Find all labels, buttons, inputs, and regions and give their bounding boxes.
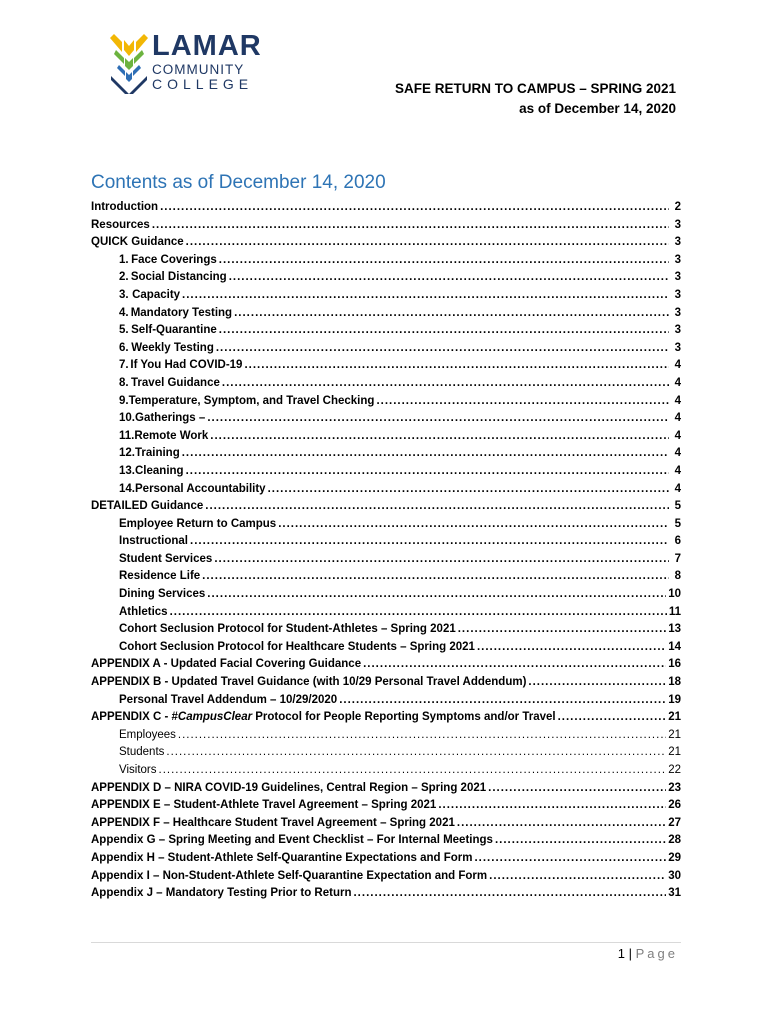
toc-entry-page: 3 [674,341,681,354]
toc-dot-leader [458,621,666,639]
toc-entry-page: 18 [668,676,681,689]
document-title: SAFE RETURN TO CAMPUS – SPRING 2021 [394,81,676,96]
toc-entry-page: 31 [668,887,681,900]
toc-entry-page: 3 [674,306,681,319]
toc-entry[interactable] [91,305,681,323]
toc-entry-title: APPENDIX C - #CampusClear Protocol for People Reporting Symptoms and/or Travel [91,711,556,724]
toc-entry-page: 4 [674,482,681,495]
toc-entry-page: 4 [674,429,681,442]
toc-dot-leader [268,481,669,499]
toc-entry[interactable] [91,269,681,287]
toc-entry-title: Appendix I – Non-Student-Athlete Self-Quarantine Expectation and Form [91,869,488,882]
toc-dot-leader [495,832,666,850]
toc-entry-page: 3 [674,324,681,337]
toc-entry-number: 5. [119,324,129,337]
toc-dot-leader [376,393,669,411]
toc-entry-page: 8 [674,570,681,583]
toc-entry-title: Athletics [119,605,168,618]
toc-entry[interactable] [91,551,681,569]
toc-dot-leader [528,674,666,692]
toc-entry-page: 19 [668,693,681,706]
toc-entry-title: Temperature, Symptom, and Travel Checking [128,394,375,407]
toc-entry-page: 13 [668,623,681,636]
toc-dot-leader [214,551,669,569]
toc-entry-page: 3 [674,288,681,301]
toc-dot-leader [152,217,669,235]
toc-dot-leader [457,815,666,833]
toc-entry-page: 22 [668,764,681,776]
toc-dot-leader [186,463,669,481]
toc-entry[interactable] [91,322,681,340]
toc-entry-page: 4 [674,394,681,407]
toc-entry-title: Employees [119,728,176,741]
toc-entry[interactable] [91,744,681,762]
toc-entry-title: Student Services [119,552,213,565]
toc-entry-number: 6. [119,341,129,354]
toc-dot-leader [219,252,669,270]
toc-entry-page: 7 [674,552,681,565]
toc-entry[interactable] [91,797,681,815]
toc-entry-title: APPENDIX A - Updated Facial Covering Guidance [91,658,362,671]
toc-entry-title: DETAILED Guidance [91,500,204,513]
toc-entry-number: 3. [119,288,129,301]
toc-entry[interactable] [91,463,681,481]
toc-entry-page: 30 [668,869,681,882]
logo-chevron-icon [108,34,150,94]
toc-dot-leader [166,744,666,762]
toc-entry-title: Appendix H – Student-Athlete Self-Quarantine Expectations and Form [91,851,473,864]
toc-entry[interactable] [91,234,681,252]
toc-entry-page: 11 [668,605,681,618]
toc-entry[interactable] [91,568,681,586]
toc-entry-title: Instructional [119,535,189,548]
toc-dot-leader [186,234,669,252]
footer-page-number: 1 [617,946,625,961]
toc-entry-title: APPENDIX F – Healthcare Student Travel Agreement – Spring 2021 [91,816,455,829]
toc-entry-title: Travel Guidance [131,376,220,389]
toc-entry[interactable] [91,832,681,850]
toc-entry-page: 3 [674,218,681,231]
toc-dot-leader [474,850,666,868]
college-logo [108,32,268,98]
toc-entry[interactable] [91,692,681,710]
toc-entry-title: Gatherings – [135,412,206,425]
toc-dot-leader [170,604,667,622]
toc-entry-page: 5 [674,500,681,513]
document-header [395,79,676,119]
toc-entry[interactable] [91,639,681,657]
toc-dot-leader [477,639,666,657]
toc-dot-leader [159,762,667,780]
toc-entry-number: 1. [119,253,129,266]
toc-entry[interactable] [91,780,681,798]
toc-entry-page: 16 [668,658,681,671]
toc-entry[interactable] [91,410,681,428]
toc-entry-title: Residence Life [119,570,201,583]
logo-text-lamar: LAMAR [152,30,262,62]
toc-entry-title: Personal Accountability [135,482,266,495]
toc-entry-number: 12. [119,447,135,460]
toc-dot-leader [160,199,669,217]
toc-entry-title: If You Had COVID-19 [130,359,243,372]
toc-dot-leader [190,533,669,551]
toc-dot-leader [182,287,669,305]
toc-entry[interactable] [91,762,681,780]
toc-dot-leader [222,375,669,393]
toc-entry[interactable] [91,287,681,305]
toc-entry[interactable] [91,586,681,604]
toc-dot-leader [489,868,666,886]
toc-entry[interactable] [91,340,681,358]
toc-entry-number: 11. [119,429,135,442]
toc-entry-title: Cohort Seclusion Protocol for Healthcare Students – Spring 2021 [119,640,475,653]
toc-entry[interactable] [91,674,681,692]
toc-entry-title: Students [119,746,165,759]
toc-entry-number: 4. [119,306,129,319]
toc-entry-title: Visitors [119,764,157,776]
toc-entry-page: 4 [674,359,681,372]
toc-entry-title: Training [135,447,180,460]
footer-separator: | [628,946,632,961]
toc-entry-page: 3 [674,253,681,266]
toc-entry-title: QUICK Guidance [91,236,184,249]
toc-entry-page: 21 [668,728,681,741]
toc-entry-title: Self-Quarantine [131,324,217,337]
toc-entry[interactable] [91,498,681,516]
toc-entry[interactable] [91,375,681,393]
toc-entry-title: Cohort Seclusion Protocol for Student-Athletes – Spring 2021 [119,623,456,636]
toc-dot-leader [229,269,669,287]
page-footer [618,946,678,961]
toc-entry-number: 14. [119,482,135,495]
toc-entry-number: 8. [119,376,129,389]
toc-dot-leader [353,885,666,903]
toc-entry[interactable] [91,481,681,499]
toc-entry-title: Capacity [132,288,181,301]
toc-dot-leader [244,357,669,375]
logo-text-college: COLLEGE [152,75,254,92]
toc-entry-page: 5 [674,517,681,530]
toc-entry[interactable] [91,885,681,903]
toc-heading: Contents as of December 14, 2020 [91,172,386,193]
toc-entry-page: 23 [668,781,681,794]
toc-entry-title: APPENDIX B - Updated Travel Guidance (with 10/29 Personal Travel Addendum) [91,676,527,689]
toc-entry[interactable] [91,516,681,534]
toc-entry[interactable] [91,533,681,551]
toc-entry-title: Remote Work [134,429,209,442]
toc-entry[interactable] [91,709,681,727]
toc-dot-leader [207,586,666,604]
toc-entry[interactable] [91,357,681,375]
toc-entry-page: 3 [674,236,681,249]
toc-entry-page: 26 [668,799,681,812]
toc-entry-number: 13. [119,464,135,477]
toc-entry-title: APPENDIX D – NIRA COVID-19 Guidelines, Central Region – Spring 2021 [91,781,487,794]
toc-entry-title: Resources [91,218,150,231]
toc-entry-page: 21 [668,746,681,759]
toc-dot-leader [207,410,669,428]
document-date: as of December 14, 2020 [519,101,676,116]
toc-entry[interactable] [91,393,681,411]
toc-entry-title: Dining Services [119,588,206,601]
footer-page-word: Page [635,946,678,961]
toc-entry-title: Appendix J – Mandatory Testing Prior to Return [91,887,352,900]
toc-entry-page: 27 [668,816,681,829]
toc-entry[interactable] [91,604,681,622]
toc-dot-leader [205,498,669,516]
toc-entry[interactable] [91,252,681,270]
toc-entry[interactable] [91,199,681,217]
toc-entry-title: Weekly Testing [131,341,214,354]
toc-dot-leader [278,516,669,534]
toc-entry-page: 2 [674,201,681,213]
toc-dot-leader [234,305,669,323]
toc-entry-page: 28 [668,834,681,847]
toc-entry-page: 4 [674,376,681,389]
toc-entry[interactable] [91,445,681,463]
toc-entry-title: Social Distancing [130,271,227,284]
toc-dot-leader [216,340,669,358]
toc-entry-title: Cleaning [135,464,184,477]
toc-entry[interactable] [91,656,681,674]
toc-entry-title: Appendix G – Spring Meeting and Event Checklist – For Internal Meetings [91,834,493,847]
toc-entry-page: 4 [674,464,681,477]
toc-dot-leader [210,428,669,446]
toc-dot-leader [363,656,666,674]
toc-entry-number: 10. [119,412,135,425]
toc-entry-title: Mandatory Testing [130,306,233,319]
toc-dot-leader [438,797,666,815]
toc-entry-page: 10 [668,588,681,601]
toc-entry-page: 14 [668,640,681,653]
toc-entry-page: 4 [674,447,681,460]
table-of-contents [91,199,681,903]
toc-entry-page: 21 [668,711,681,724]
toc-dot-leader [488,780,666,798]
toc-entry-number: 9. [119,394,129,407]
toc-entry[interactable] [91,727,681,745]
toc-entry-page: 29 [668,851,681,864]
toc-entry[interactable] [91,428,681,446]
toc-entry-title: APPENDIX E – Student-Athlete Travel Agreement – Spring 2021 [91,799,437,812]
logo-text-community: COMMUNITY [152,62,245,77]
toc-entry-title: Introduction [91,201,159,213]
toc-entry-title: Personal Travel Addendum – 10/29/2020 [119,693,338,706]
toc-entry[interactable] [91,850,681,868]
footer-divider [91,942,681,943]
toc-entry[interactable] [91,621,681,639]
toc-entry-title: Employee Return to Campus [119,517,277,530]
toc-dot-leader [558,709,667,727]
toc-entry[interactable] [91,217,681,235]
toc-dot-leader [202,568,669,586]
toc-entry[interactable] [91,815,681,833]
toc-entry-number: 2. [119,271,129,284]
toc-entry-number: 7. [119,359,129,372]
toc-dot-leader [339,692,666,710]
toc-dot-leader [182,445,669,463]
toc-dot-leader [219,322,669,340]
toc-entry-page: 3 [674,271,681,284]
toc-entry-title: Face Coverings [131,253,217,266]
toc-entry-page: 6 [674,535,681,548]
toc-dot-leader [178,727,666,745]
toc-entry[interactable] [91,868,681,886]
toc-entry-page: 4 [674,412,681,425]
